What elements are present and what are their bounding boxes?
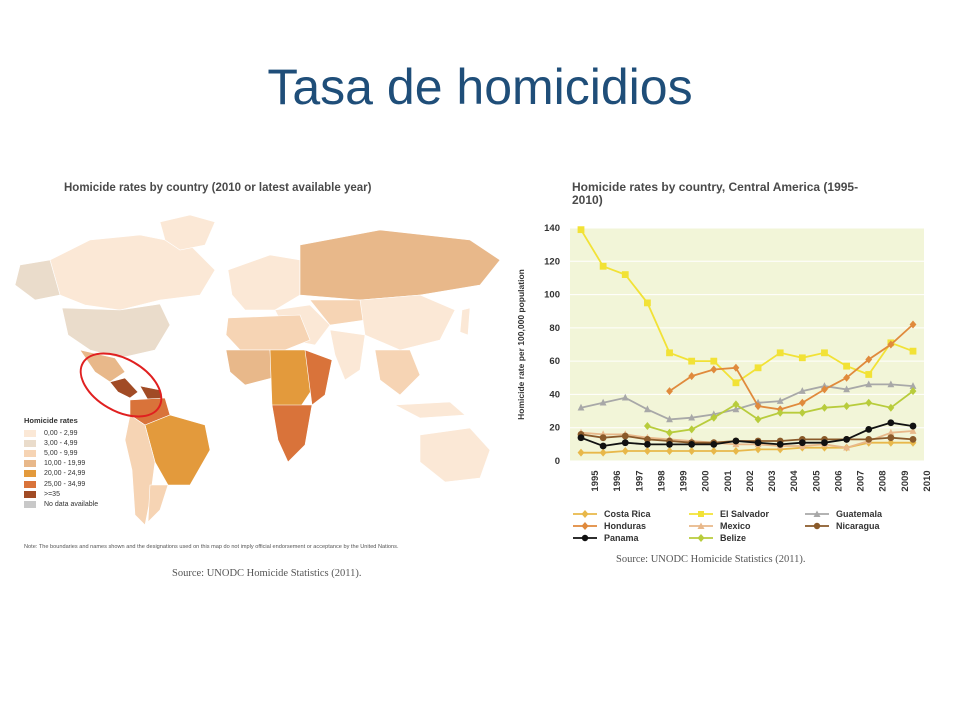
chart-legend-item	[804, 520, 880, 532]
map-source: Source: UNODC Homicide Statistics (2011).	[172, 568, 362, 579]
data-point	[755, 364, 762, 371]
map-region-europe	[228, 255, 300, 310]
data-point	[600, 443, 607, 450]
legend-swatch	[24, 450, 36, 457]
map-region-central-america	[110, 378, 138, 398]
data-point	[733, 438, 740, 445]
legend-swatch	[24, 440, 36, 447]
legend-swatch	[24, 460, 36, 467]
data-point	[688, 441, 695, 448]
data-point	[777, 349, 784, 356]
chart-legend-item	[688, 520, 751, 532]
x-tick-label: 2001	[722, 470, 734, 492]
chart-title: Homicide rates by country, Central America (1995-2010)	[572, 180, 859, 207]
chart-legend-swatch	[572, 533, 598, 543]
x-tick-label: 2009	[899, 470, 911, 492]
map-region-west-africa	[226, 350, 272, 385]
data-point	[600, 263, 607, 270]
map-legend-title: Homicide rates	[24, 416, 78, 425]
legend-swatch	[24, 491, 36, 498]
chart-legend-swatch	[804, 521, 830, 531]
data-point	[733, 379, 740, 386]
data-point	[622, 271, 629, 278]
legend-item	[24, 479, 98, 489]
line-chart	[512, 178, 960, 508]
plot-area	[570, 228, 924, 461]
map-region-southern-cone	[148, 485, 168, 522]
x-tick-label: 1997	[634, 470, 646, 492]
chart-legend-label: Honduras	[604, 521, 647, 531]
map-region-indonesia	[395, 402, 465, 418]
legend-swatch	[24, 470, 36, 477]
legend-swatch	[24, 430, 36, 437]
chart-legend-swatch	[572, 509, 598, 519]
data-point	[821, 349, 828, 356]
data-point	[865, 426, 872, 433]
chart-legend-label: Costa Rica	[604, 509, 651, 519]
chart-legend-swatch	[688, 533, 714, 543]
y-tick-label: 140	[544, 223, 560, 234]
map-legend	[24, 416, 98, 510]
legend-item	[24, 459, 98, 469]
x-tick-label: 2007	[855, 470, 867, 492]
x-tick-label: 2002	[744, 470, 756, 492]
y-tick-label: 0	[554, 456, 560, 467]
data-point	[666, 349, 673, 356]
x-tick-label: 2008	[877, 470, 889, 492]
legend-label: 25,00 - 34,99	[44, 480, 86, 488]
chart-legend-label: El Salvador	[720, 509, 770, 519]
map-region-southeast-asia	[375, 350, 420, 395]
data-point	[578, 226, 585, 233]
data-point	[644, 299, 651, 306]
data-point	[644, 441, 651, 448]
map-note: Note: The boundaries and names shown and the designations used on this map do not imply official endorsement or acceptance by the United Nations.	[24, 544, 399, 550]
data-point	[865, 371, 872, 378]
legend-item	[24, 428, 98, 438]
data-point	[622, 439, 629, 446]
data-point	[910, 423, 917, 430]
x-tick-label: 1998	[656, 470, 668, 492]
y-tick-label: 100	[544, 289, 560, 301]
map-region-usa	[62, 304, 170, 358]
legend-item	[24, 489, 98, 499]
data-point	[578, 434, 585, 441]
chart-legend-label: Panama	[604, 533, 639, 543]
map-region-north-africa	[226, 315, 310, 350]
y-tick-label: 80	[549, 322, 560, 334]
data-point	[600, 434, 607, 441]
legend-label: 0,00 - 2,99	[44, 429, 78, 437]
y-tick-label: 120	[544, 256, 560, 268]
map-region-east-africa	[305, 350, 332, 405]
world-map-panel	[0, 178, 512, 588]
legend-item	[24, 448, 98, 458]
data-point	[710, 441, 717, 448]
data-point	[910, 436, 917, 443]
legend-item	[24, 438, 98, 448]
data-point	[799, 439, 806, 446]
map-region-southern-africa	[272, 405, 312, 462]
chart-legend-item	[688, 532, 746, 544]
x-tick-label: 2006	[833, 470, 845, 492]
x-tick-label: 1996	[612, 470, 624, 492]
data-point	[755, 439, 762, 446]
chart-legend-item	[572, 508, 651, 520]
data-point	[843, 363, 850, 370]
map-title: Homicide rates by country (2010 or latest available year)	[64, 182, 372, 194]
data-point	[910, 348, 917, 355]
data-point	[622, 433, 629, 440]
data-point	[887, 419, 894, 426]
chart-legend-label: Guatemala	[836, 509, 883, 519]
x-tick-label: 2003	[767, 470, 779, 492]
line-chart-panel	[512, 178, 960, 588]
chart-legend-label: Nicaragua	[836, 521, 880, 531]
data-point	[688, 358, 695, 365]
data-point	[666, 441, 673, 448]
y-tick-label: 20	[549, 422, 560, 434]
legend-label: 5,00 - 9,99	[44, 449, 78, 457]
chart-legend-item	[804, 508, 882, 520]
map-region-india	[330, 330, 365, 380]
x-tick-label: 2000	[700, 470, 712, 492]
chart-legend-label: Mexico	[720, 521, 751, 531]
legend-label: 3,00 - 4,99	[44, 439, 78, 447]
data-point	[887, 434, 894, 441]
legend-label: >=35	[44, 490, 60, 498]
map-region-australia	[420, 428, 490, 482]
x-tick-label: 1999	[678, 470, 690, 492]
legend-item	[24, 469, 98, 479]
legend-swatch	[24, 501, 36, 508]
data-point	[710, 358, 717, 365]
x-tick-label: 1995	[590, 470, 601, 492]
map-region-japan	[460, 308, 470, 335]
data-point	[799, 354, 806, 361]
x-tick-label: 2004	[789, 470, 801, 492]
legend-item	[24, 499, 98, 509]
chart-legend-swatch	[688, 509, 714, 519]
chart-legend-swatch	[688, 521, 714, 531]
map-region-russia	[300, 230, 500, 300]
legend-swatch	[24, 481, 36, 488]
data-point	[843, 436, 850, 443]
chart-source: Source: UNODC Homicide Statistics (2011).	[616, 554, 806, 565]
x-tick-label: 2005	[811, 470, 823, 492]
chart-legend-swatch	[804, 509, 830, 519]
chart-legend-item	[572, 520, 646, 532]
data-point	[821, 439, 828, 446]
y-tick-label: 60	[549, 356, 560, 368]
chart-legend-swatch	[572, 521, 598, 531]
y-tick-label: 40	[549, 389, 560, 401]
data-point	[777, 441, 784, 448]
x-tick-label: 2010	[922, 470, 933, 492]
chart-legend-label: Belize	[720, 533, 747, 543]
slide-title: Tasa de homicidios	[267, 59, 693, 115]
legend-label: 10,00 - 19,99	[44, 460, 86, 468]
map-region-brazil	[145, 415, 210, 485]
legend-label: 20,00 - 24,99	[44, 470, 86, 478]
map-region-china	[360, 295, 455, 350]
y-axis-label: Homicide rate per 100,000 population	[516, 269, 526, 420]
data-point	[865, 436, 872, 443]
chart-legend-item	[572, 532, 639, 544]
legend-label: No data available	[44, 500, 99, 508]
chart-legend-item	[688, 508, 769, 520]
